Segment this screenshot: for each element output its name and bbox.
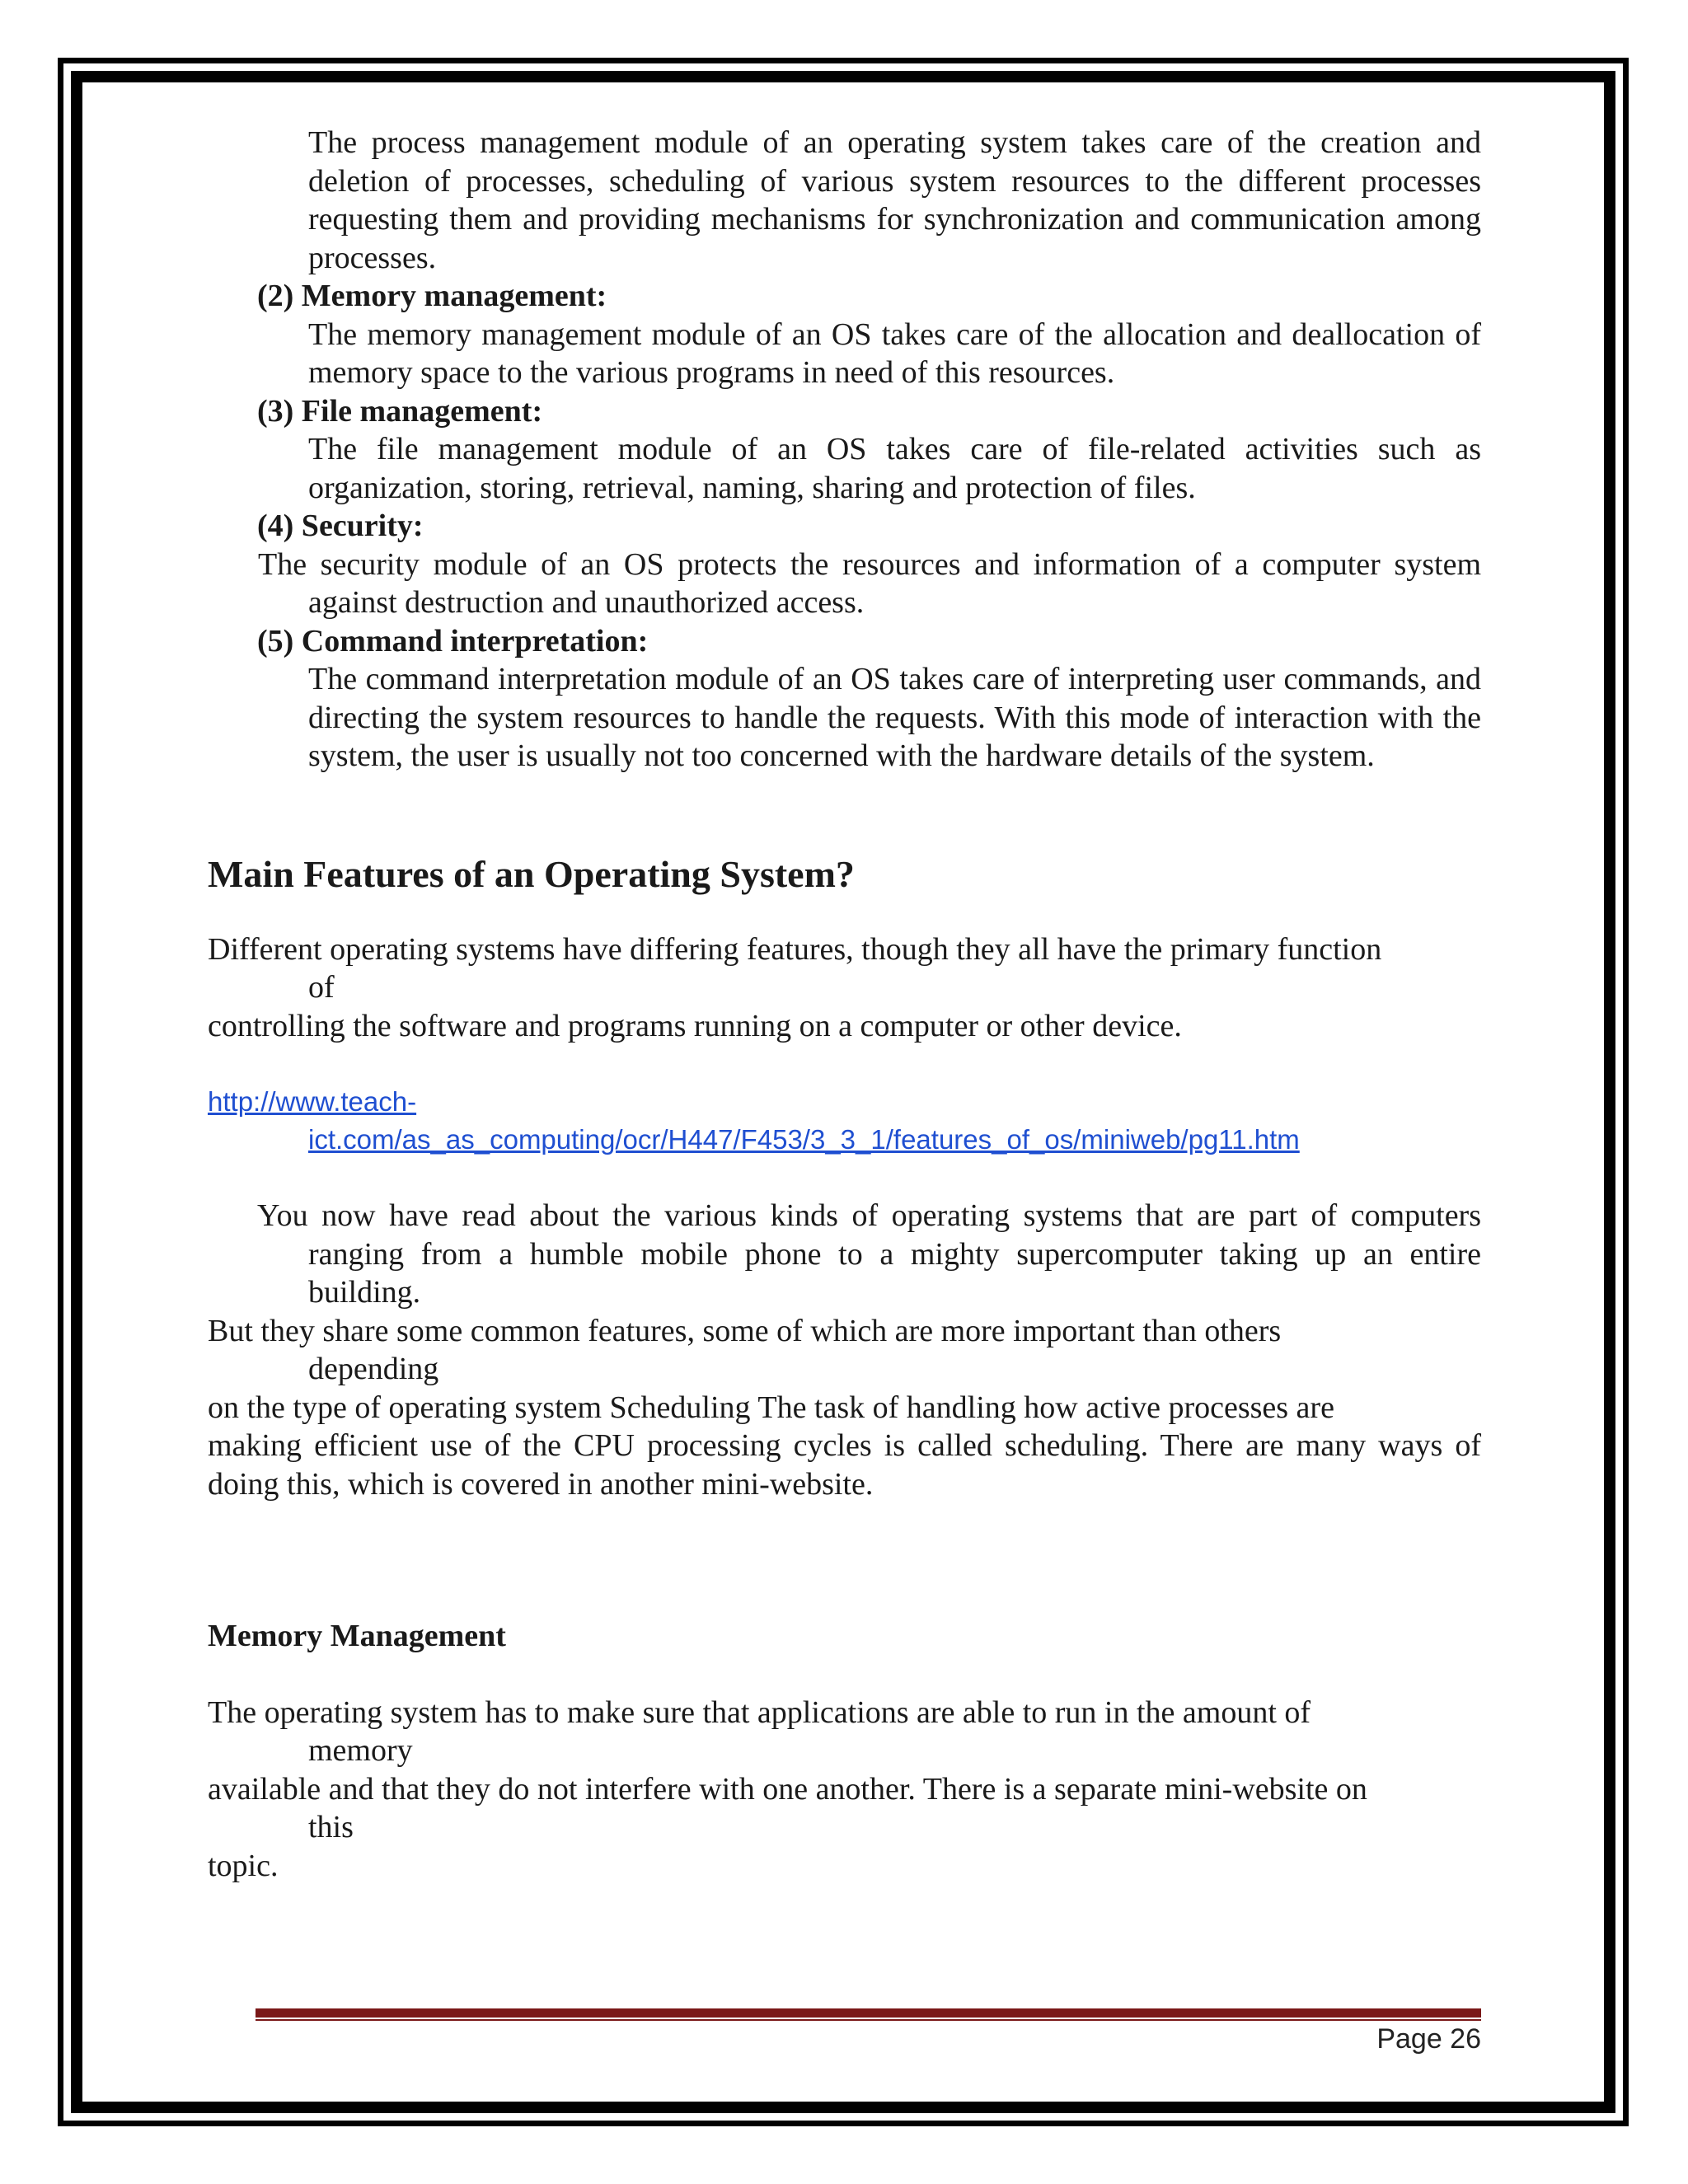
memory-management-subheading: Memory Management <box>208 1619 506 1653</box>
features-heading: Main Features of an Operating System? <box>208 852 855 895</box>
memory-line-2: available and that they do not interfere with one another. There is a separate mini-website on <box>208 1771 1367 1807</box>
memory-line-2b: this <box>308 1810 354 1844</box>
features-line-2: controlling the software and programs running on a computer or other device. <box>208 1008 1182 1043</box>
page-content <box>208 124 1481 1885</box>
but-line-1b: depending <box>308 1352 439 1386</box>
you-now-paragraph: You now have read about the various kinds of operating systems that are part of computers ranging from a humble mobile phone to a mighty supercomputer taking up an entire building. <box>257 1198 1481 1310</box>
file-management-text: The file management module of an OS takes care of file-related activities such as organization, storing, retrieval, naming, sharing and protection of files. <box>308 432 1481 505</box>
page-number: Page 26 <box>1376 2023 1481 2055</box>
footer-rule-thin <box>256 2019 1481 2021</box>
command-interpretation-text: The command interpretation module of an OS takes care of interpreting user commands, and directing the system resources to handle the requests. With this mode of interaction with the system, the user is usually not too concerned with the hardware details of the system. <box>308 662 1481 773</box>
link-part-2[interactable]: ict.com/as_as_computing/ocr/H447/F453/3_3_1/features_of_os/miniweb/pg11.htm <box>308 1124 1300 1155</box>
memory-line-3: topic. <box>208 1848 279 1883</box>
file-management-heading: (3) File management: <box>257 393 543 429</box>
command-interpretation-heading: (5) Command interpretation: <box>257 623 649 658</box>
security-text: The security module of an OS protects the resources and information of a computer system against destruction and unauthorized access. <box>258 546 1481 620</box>
but-line-2: on the type of operating system Scheduling The task of handling how active processes are <box>208 1390 1334 1425</box>
but-line-1: But they share some common features, some of which are more important than others <box>208 1313 1282 1348</box>
teach-ict-link[interactable] <box>208 1083 1481 1159</box>
link-part-1[interactable]: http://www.teach- <box>208 1086 417 1117</box>
features-line-1b: of <box>308 970 335 1005</box>
memory-management-heading: (2) Memory management: <box>257 279 607 313</box>
but-line-3: making efficient use of the CPU processing cycles is called scheduling. There are many ways of doing this, which is covered in another mini-website. <box>208 1428 1481 1502</box>
features-line-1: Different operating systems have differing features, though they all have the primary function <box>208 931 1382 967</box>
memory-management-text: The memory management module of an OS takes care of the allocation and deallocation of memory space to the various programs in need of this resources. <box>308 316 1481 390</box>
memory-line-1b: memory <box>308 1733 413 1768</box>
security-heading: (4) Security: <box>257 509 424 543</box>
process-management-text: The process management module of an operating system takes care of the creation and deletion of processes, scheduling of various system resources to the different processes requesting them and providing mechanisms for synchronization and communication among processes. <box>308 125 1481 275</box>
footer-rule <box>256 2008 1481 2018</box>
memory-line-1: The operating system has to make sure that applications are able to run in the amount of <box>208 1694 1311 1730</box>
